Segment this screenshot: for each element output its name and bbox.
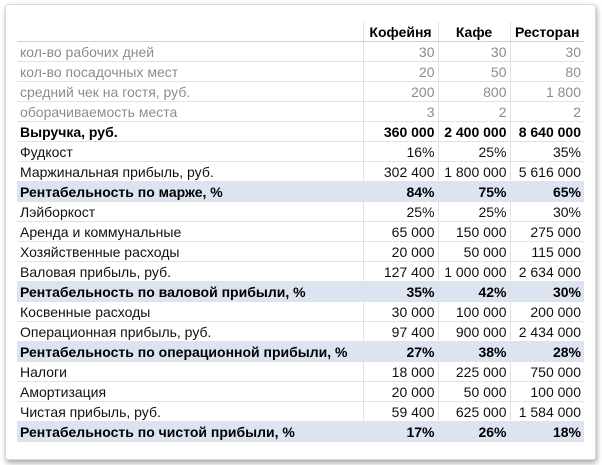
table-row bbox=[17, 242, 584, 262]
restaurant-value: 80 bbox=[510, 62, 584, 82]
cafe-value: 100 000 bbox=[438, 302, 510, 322]
cafe-value: 900 000 bbox=[438, 322, 510, 342]
cafe-value: 225 000 bbox=[438, 362, 510, 382]
restaurant-value: 8 640 000 bbox=[510, 122, 584, 142]
cafe-value: 2 bbox=[438, 102, 510, 122]
cafe-value: 50 000 bbox=[438, 242, 510, 262]
row-label: Рентабельность по валовой прибыли, % bbox=[17, 282, 363, 302]
coffee-shop-value: 35% bbox=[363, 282, 438, 302]
restaurant-value: 30 bbox=[510, 42, 584, 62]
coffee-shop-value: 84% bbox=[363, 182, 438, 202]
row-label: Рентабельность по марже, % bbox=[17, 182, 363, 202]
row-label: Чистая прибыль, руб. bbox=[17, 402, 363, 422]
column-header-cafe: Кафе bbox=[438, 22, 510, 42]
coffee-shop-value: 127 400 bbox=[363, 262, 438, 282]
restaurant-value: 1 800 bbox=[510, 82, 584, 102]
table-row bbox=[17, 202, 584, 222]
cafe-value: 1 800 000 bbox=[438, 162, 510, 182]
cafe-value: 75% bbox=[438, 182, 510, 202]
row-label: оборачиваемость места bbox=[17, 102, 363, 122]
table-row bbox=[17, 422, 584, 442]
table-row bbox=[17, 222, 584, 242]
table-row bbox=[17, 262, 584, 282]
row-label: Налоги bbox=[17, 362, 363, 382]
coffee-shop-value: 20 000 bbox=[363, 242, 438, 262]
restaurant-value: 1 584 000 bbox=[510, 402, 584, 422]
restaurant-value: 200 000 bbox=[510, 302, 584, 322]
restaurant-value: 275 000 bbox=[510, 222, 584, 242]
table-row bbox=[17, 42, 584, 62]
coffee-shop-value: 3 bbox=[363, 102, 438, 122]
row-label: Амортизация bbox=[17, 382, 363, 402]
coffee-shop-value: 200 bbox=[363, 82, 438, 102]
table-row bbox=[17, 322, 584, 342]
row-label: Валовая прибыль, руб. bbox=[17, 262, 363, 282]
row-label: Фудкост bbox=[17, 142, 363, 162]
table-card bbox=[5, 4, 596, 460]
row-label: Хозяйственные расходы bbox=[17, 242, 363, 262]
coffee-shop-value: 65 000 bbox=[363, 222, 438, 242]
cafe-value: 625 000 bbox=[438, 402, 510, 422]
row-label: Рентабельность по чистой прибыли, % bbox=[17, 422, 363, 442]
restaurant-value: 750 000 bbox=[510, 362, 584, 382]
table-row bbox=[17, 142, 584, 162]
cafe-value: 25% bbox=[438, 202, 510, 222]
restaurant-value: 5 616 000 bbox=[510, 162, 584, 182]
row-label: средний чек на гостя, руб. bbox=[17, 82, 363, 102]
cafe-value: 50 000 bbox=[438, 382, 510, 402]
column-header-restaurant: Ресторан bbox=[510, 22, 584, 42]
table-row bbox=[17, 282, 584, 302]
profitability-table bbox=[17, 22, 584, 442]
table-row bbox=[17, 362, 584, 382]
row-label: Лэйборкост bbox=[17, 202, 363, 222]
coffee-shop-value: 20 bbox=[363, 62, 438, 82]
coffee-shop-value: 25% bbox=[363, 202, 438, 222]
row-label: Операционная прибыль, руб. bbox=[17, 322, 363, 342]
row-label: Рентабельность по операционной прибыли, % bbox=[17, 342, 363, 362]
coffee-shop-value: 18 000 bbox=[363, 362, 438, 382]
table-row bbox=[17, 62, 584, 82]
restaurant-value: 35% bbox=[510, 142, 584, 162]
cafe-value: 38% bbox=[438, 342, 510, 362]
table-row bbox=[17, 302, 584, 322]
table-header bbox=[17, 22, 584, 42]
coffee-shop-value: 97 400 bbox=[363, 322, 438, 342]
coffee-shop-value: 30 000 bbox=[363, 302, 438, 322]
column-header-coffee-shop: Кофейня bbox=[363, 22, 438, 42]
coffee-shop-value: 27% bbox=[363, 342, 438, 362]
table-row bbox=[17, 342, 584, 362]
cafe-value: 50 bbox=[438, 62, 510, 82]
cafe-value: 42% bbox=[438, 282, 510, 302]
cafe-value: 2 400 000 bbox=[438, 122, 510, 142]
restaurant-value: 2 634 000 bbox=[510, 262, 584, 282]
table-row bbox=[17, 82, 584, 102]
row-label: Маржинальная прибыль, руб. bbox=[17, 162, 363, 182]
row-label: кол-во посадочных мест bbox=[17, 62, 363, 82]
cafe-value: 26% bbox=[438, 422, 510, 442]
row-label: Выручка, руб. bbox=[17, 122, 363, 142]
table-row bbox=[17, 102, 584, 122]
coffee-shop-value: 302 400 bbox=[363, 162, 438, 182]
table-row bbox=[17, 122, 584, 142]
table-body bbox=[17, 42, 584, 442]
header-blank bbox=[17, 22, 363, 42]
cafe-value: 800 bbox=[438, 82, 510, 102]
restaurant-value: 18% bbox=[510, 422, 584, 442]
table-row bbox=[17, 382, 584, 402]
row-label: Аренда и коммунальные bbox=[17, 222, 363, 242]
coffee-shop-value: 360 000 bbox=[363, 122, 438, 142]
coffee-shop-value: 20 000 bbox=[363, 382, 438, 402]
coffee-shop-value: 16% bbox=[363, 142, 438, 162]
table-row bbox=[17, 182, 584, 202]
row-label: кол-во рабочих дней bbox=[17, 42, 363, 62]
table-row bbox=[17, 402, 584, 422]
restaurant-value: 100 000 bbox=[510, 382, 584, 402]
cafe-value: 1 000 000 bbox=[438, 262, 510, 282]
restaurant-value: 30% bbox=[510, 202, 584, 222]
coffee-shop-value: 59 400 bbox=[363, 402, 438, 422]
table-row bbox=[17, 162, 584, 182]
cafe-value: 25% bbox=[438, 142, 510, 162]
header-row bbox=[17, 22, 584, 42]
cafe-value: 30 bbox=[438, 42, 510, 62]
coffee-shop-value: 17% bbox=[363, 422, 438, 442]
cafe-value: 150 000 bbox=[438, 222, 510, 242]
coffee-shop-value: 30 bbox=[363, 42, 438, 62]
restaurant-value: 115 000 bbox=[510, 242, 584, 262]
restaurant-value: 28% bbox=[510, 342, 584, 362]
restaurant-value: 65% bbox=[510, 182, 584, 202]
restaurant-value: 30% bbox=[510, 282, 584, 302]
row-label: Косвенные расходы bbox=[17, 302, 363, 322]
restaurant-value: 2 bbox=[510, 102, 584, 122]
restaurant-value: 2 434 000 bbox=[510, 322, 584, 342]
